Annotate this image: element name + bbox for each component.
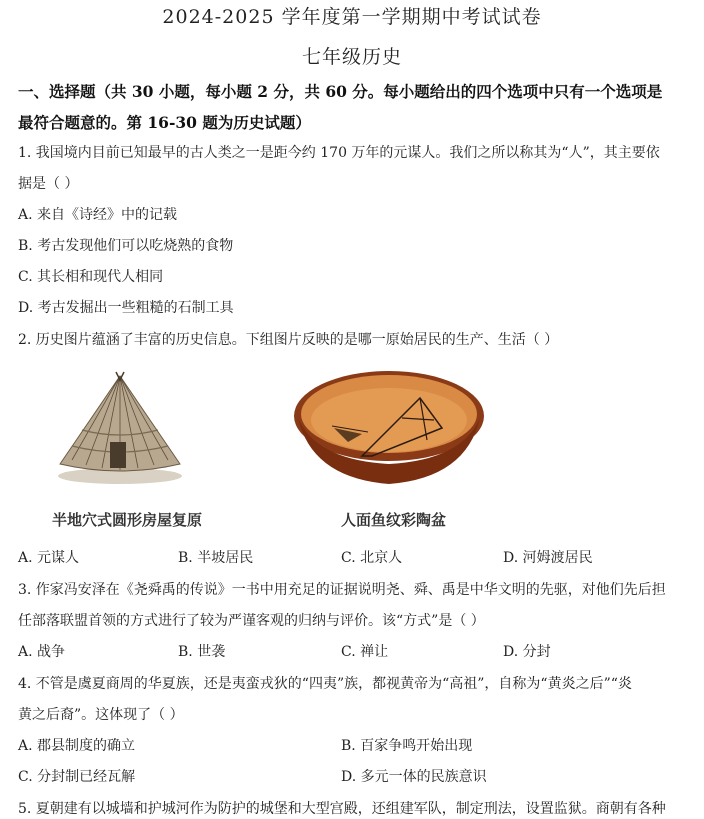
q2-option-b[interactable]: B. 半坡居民 [178, 550, 254, 566]
q1-option-d[interactable]: D. 考古发掘出一些粗糙的石制工具 [18, 300, 234, 316]
q4-option-d[interactable]: D. 多元一体的民族意识 [341, 769, 487, 785]
q4-option-b[interactable]: B. 百家争鸣开始出现 [341, 738, 473, 754]
q2-stem: 2. 历史图片蕴涵了丰富的历史信息。下组图片反映的是哪一原始居民的生产、生活（ ） [18, 332, 559, 348]
q4-option-c[interactable]: C. 分封制已经瓦解 [18, 769, 136, 785]
q2-option-d[interactable]: D. 河姆渡居民 [503, 550, 593, 566]
q1-stem-line2: 据是（ ） [18, 176, 79, 192]
section-heading-line2: 最符合题意的。第 16-30 题为历史试题） [18, 113, 311, 132]
caption-hut: 半地穴式圆形房屋复原 [52, 511, 203, 529]
exam-title: 2024-2025 学年度第一学期期中考试试卷 [162, 6, 542, 28]
q4-option-a[interactable]: A. 郡县制度的确立 [18, 738, 136, 754]
q4-stem-line2: 黄之后裔”。这体现了（ ） [18, 707, 184, 723]
q2-option-a[interactable]: A. 元谋人 [18, 550, 80, 566]
q4-stem-line1: 4. 不管是虞夏商周的华夏族，还是夷蛮戎狄的“四夷”族，都视黄帝为“高祖”，自称为“黄炎之后”“炎 [18, 676, 632, 692]
q1-option-a[interactable]: A. 来自《诗经》中的记载 [18, 207, 178, 223]
q3-option-c[interactable]: C. 禅让 [341, 644, 389, 660]
hut-illustration [52, 370, 187, 485]
q1-option-c[interactable]: C. 其长相和现代人相同 [18, 269, 164, 285]
exam-subtitle: 七年级历史 [301, 46, 402, 68]
caption-pottery: 人面鱼纹彩陶盆 [341, 511, 447, 529]
q3-stem-line2: 任部落联盟首领的方式进行了较为严谨客观的归纳与评价。该“方式”是（ ） [18, 613, 485, 629]
q3-option-d[interactable]: D. 分封 [503, 644, 551, 660]
painted-pottery-basin-illustration [292, 368, 487, 488]
q2-option-c[interactable]: C. 北京人 [341, 550, 403, 566]
q3-stem-line1: 3. 作家冯安泽在《尧舜禹的传说》一书中用充足的证据说明尧、舜、禹是中华文明的先驱，对他们先后担 [18, 582, 666, 598]
q5-stem-line1: 5. 夏朝建有以城墙和护城河作为防护的城堡和大型宫殿，还组建军队，制定刑法，设置监狱。商朝有各种 [18, 801, 666, 817]
q3-option-a[interactable]: A. 战争 [18, 644, 66, 660]
q1-stem-line1: 1. 我国境内目前已知最早的古人类之一是距今约 170 万年的元谋人。我们之所以称其为“人”，其主要依 [18, 145, 660, 161]
q3-option-b[interactable]: B. 世袭 [178, 644, 226, 660]
q1-option-b[interactable]: B. 考古发现他们可以吃烧熟的食物 [18, 238, 234, 254]
section-heading-line1: 一、选择题（共 30 小题，每小题 2 分，共 60 分。每小题给出的四个选项中只有一个选项是 [18, 82, 663, 101]
